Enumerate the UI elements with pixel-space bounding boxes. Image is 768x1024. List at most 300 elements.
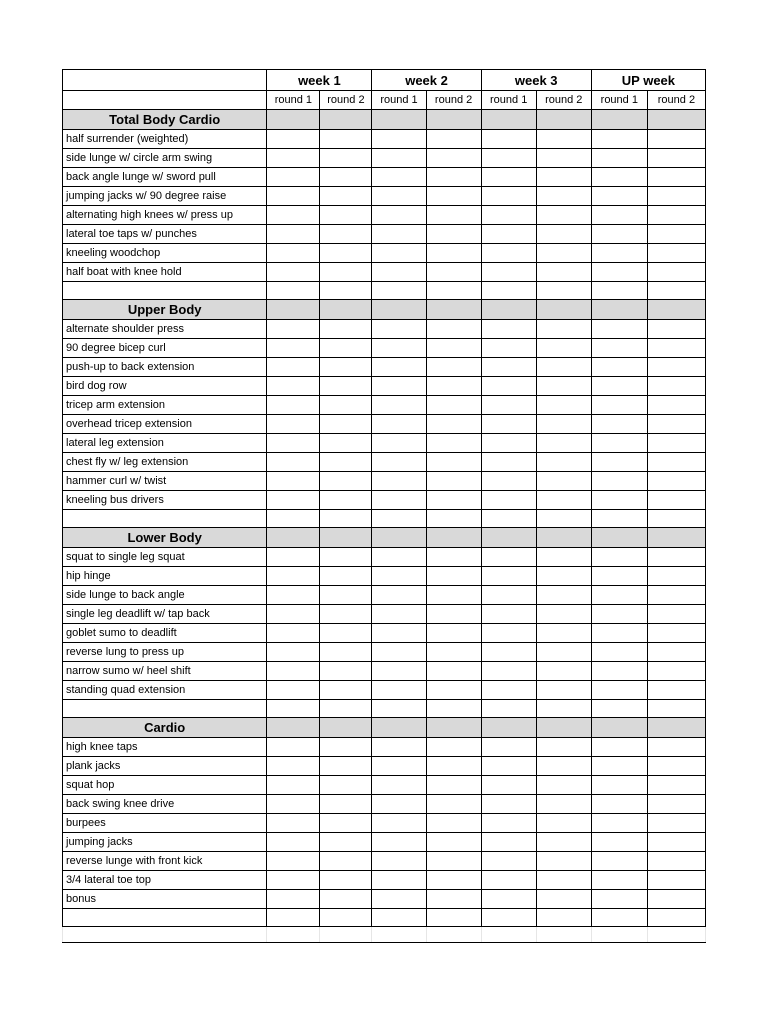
round-entry-cell[interactable] bbox=[267, 776, 320, 795]
round-entry-cell[interactable] bbox=[536, 738, 591, 757]
round-entry-cell[interactable] bbox=[267, 681, 320, 700]
blank-entry-cell[interactable] bbox=[536, 510, 591, 528]
round-entry-cell[interactable] bbox=[536, 890, 591, 909]
round-entry-cell[interactable] bbox=[320, 776, 372, 795]
round-entry-cell[interactable] bbox=[591, 491, 647, 510]
blank-entry-cell[interactable] bbox=[536, 909, 591, 927]
round-entry-cell[interactable] bbox=[481, 225, 536, 244]
round-entry-cell[interactable] bbox=[320, 320, 372, 339]
round-entry-cell[interactable] bbox=[647, 776, 705, 795]
round-entry-cell[interactable] bbox=[536, 206, 591, 225]
blank-label-cell[interactable] bbox=[63, 282, 267, 300]
round-entry-cell[interactable] bbox=[647, 434, 705, 453]
round-entry-cell[interactable] bbox=[481, 415, 536, 434]
round-entry-cell[interactable] bbox=[426, 643, 481, 662]
round-entry-cell[interactable] bbox=[481, 377, 536, 396]
round-entry-cell[interactable] bbox=[647, 149, 705, 168]
round-entry-cell[interactable] bbox=[426, 187, 481, 206]
round-entry-cell[interactable] bbox=[591, 206, 647, 225]
round-entry-cell[interactable] bbox=[647, 415, 705, 434]
round-entry-cell[interactable] bbox=[591, 358, 647, 377]
round-entry-cell[interactable] bbox=[426, 491, 481, 510]
round-entry-cell[interactable] bbox=[481, 586, 536, 605]
round-entry-cell[interactable] bbox=[372, 225, 426, 244]
round-entry-cell[interactable] bbox=[372, 206, 426, 225]
round-entry-cell[interactable] bbox=[591, 263, 647, 282]
round-entry-cell[interactable] bbox=[267, 358, 320, 377]
round-entry-cell[interactable] bbox=[426, 263, 481, 282]
blank-entry-cell[interactable] bbox=[426, 700, 481, 718]
round-entry-cell[interactable] bbox=[481, 396, 536, 415]
round-entry-cell[interactable] bbox=[481, 681, 536, 700]
blank-entry-cell[interactable] bbox=[267, 282, 320, 300]
round-entry-cell[interactable] bbox=[426, 814, 481, 833]
round-entry-cell[interactable] bbox=[267, 168, 320, 187]
round-entry-cell[interactable] bbox=[481, 738, 536, 757]
round-entry-cell[interactable] bbox=[320, 662, 372, 681]
round-entry-cell[interactable] bbox=[320, 415, 372, 434]
round-entry-cell[interactable] bbox=[591, 890, 647, 909]
round-entry-cell[interactable] bbox=[591, 738, 647, 757]
round-entry-cell[interactable] bbox=[591, 643, 647, 662]
round-entry-cell[interactable] bbox=[372, 548, 426, 567]
round-entry-cell[interactable] bbox=[320, 225, 372, 244]
round-entry-cell[interactable] bbox=[591, 149, 647, 168]
round-entry-cell[interactable] bbox=[372, 757, 426, 776]
round-entry-cell[interactable] bbox=[426, 738, 481, 757]
round-entry-cell[interactable] bbox=[267, 548, 320, 567]
round-entry-cell[interactable] bbox=[426, 890, 481, 909]
round-entry-cell[interactable] bbox=[267, 339, 320, 358]
round-entry-cell[interactable] bbox=[372, 263, 426, 282]
round-entry-cell[interactable] bbox=[320, 358, 372, 377]
blank-entry-cell[interactable] bbox=[267, 700, 320, 718]
round-entry-cell[interactable] bbox=[372, 795, 426, 814]
round-entry-cell[interactable] bbox=[536, 358, 591, 377]
round-entry-cell[interactable] bbox=[481, 187, 536, 206]
round-entry-cell[interactable] bbox=[372, 187, 426, 206]
round-entry-cell[interactable] bbox=[591, 434, 647, 453]
round-entry-cell[interactable] bbox=[481, 605, 536, 624]
round-entry-cell[interactable] bbox=[647, 206, 705, 225]
round-entry-cell[interactable] bbox=[372, 130, 426, 149]
round-entry-cell[interactable] bbox=[481, 833, 536, 852]
round-entry-cell[interactable] bbox=[372, 244, 426, 263]
round-entry-cell[interactable] bbox=[536, 795, 591, 814]
round-entry-cell[interactable] bbox=[426, 225, 481, 244]
blank-entry-cell[interactable] bbox=[320, 909, 372, 927]
round-entry-cell[interactable] bbox=[320, 206, 372, 225]
round-entry-cell[interactable] bbox=[647, 168, 705, 187]
round-entry-cell[interactable] bbox=[320, 795, 372, 814]
round-entry-cell[interactable] bbox=[320, 168, 372, 187]
round-entry-cell[interactable] bbox=[536, 453, 591, 472]
round-entry-cell[interactable] bbox=[372, 434, 426, 453]
round-entry-cell[interactable] bbox=[536, 225, 591, 244]
round-entry-cell[interactable] bbox=[267, 149, 320, 168]
round-entry-cell[interactable] bbox=[536, 396, 591, 415]
round-entry-cell[interactable] bbox=[320, 586, 372, 605]
round-entry-cell[interactable] bbox=[481, 491, 536, 510]
round-entry-cell[interactable] bbox=[647, 605, 705, 624]
round-entry-cell[interactable] bbox=[320, 833, 372, 852]
blank-label-cell[interactable] bbox=[63, 909, 267, 927]
round-entry-cell[interactable] bbox=[426, 377, 481, 396]
round-entry-cell[interactable] bbox=[267, 206, 320, 225]
round-entry-cell[interactable] bbox=[647, 814, 705, 833]
round-entry-cell[interactable] bbox=[481, 643, 536, 662]
round-entry-cell[interactable] bbox=[647, 852, 705, 871]
round-entry-cell[interactable] bbox=[426, 833, 481, 852]
round-entry-cell[interactable] bbox=[647, 244, 705, 263]
round-entry-cell[interactable] bbox=[481, 890, 536, 909]
round-entry-cell[interactable] bbox=[267, 396, 320, 415]
round-entry-cell[interactable] bbox=[536, 757, 591, 776]
round-entry-cell[interactable] bbox=[267, 263, 320, 282]
round-entry-cell[interactable] bbox=[536, 814, 591, 833]
round-entry-cell[interactable] bbox=[426, 320, 481, 339]
round-entry-cell[interactable] bbox=[536, 491, 591, 510]
round-entry-cell[interactable] bbox=[267, 643, 320, 662]
blank-entry-cell[interactable] bbox=[426, 282, 481, 300]
round-entry-cell[interactable] bbox=[267, 187, 320, 206]
round-entry-cell[interactable] bbox=[647, 396, 705, 415]
round-entry-cell[interactable] bbox=[320, 681, 372, 700]
round-entry-cell[interactable] bbox=[591, 605, 647, 624]
round-entry-cell[interactable] bbox=[591, 662, 647, 681]
round-entry-cell[interactable] bbox=[481, 358, 536, 377]
round-entry-cell[interactable] bbox=[647, 453, 705, 472]
round-entry-cell[interactable] bbox=[481, 472, 536, 491]
round-entry-cell[interactable] bbox=[647, 643, 705, 662]
round-entry-cell[interactable] bbox=[320, 852, 372, 871]
blank-entry-cell[interactable] bbox=[647, 700, 705, 718]
round-entry-cell[interactable] bbox=[536, 871, 591, 890]
round-entry-cell[interactable] bbox=[647, 225, 705, 244]
round-entry-cell[interactable] bbox=[426, 548, 481, 567]
round-entry-cell[interactable] bbox=[647, 833, 705, 852]
round-entry-cell[interactable] bbox=[372, 491, 426, 510]
round-entry-cell[interactable] bbox=[320, 434, 372, 453]
round-entry-cell[interactable] bbox=[267, 757, 320, 776]
round-entry-cell[interactable] bbox=[267, 225, 320, 244]
round-entry-cell[interactable] bbox=[267, 472, 320, 491]
round-entry-cell[interactable] bbox=[267, 738, 320, 757]
round-entry-cell[interactable] bbox=[591, 567, 647, 586]
round-entry-cell[interactable] bbox=[426, 130, 481, 149]
round-entry-cell[interactable] bbox=[481, 662, 536, 681]
round-entry-cell[interactable] bbox=[591, 757, 647, 776]
blank-entry-cell[interactable] bbox=[267, 909, 320, 927]
round-entry-cell[interactable] bbox=[591, 472, 647, 491]
round-entry-cell[interactable] bbox=[426, 871, 481, 890]
round-entry-cell[interactable] bbox=[372, 149, 426, 168]
round-entry-cell[interactable] bbox=[372, 377, 426, 396]
round-entry-cell[interactable] bbox=[481, 339, 536, 358]
round-entry-cell[interactable] bbox=[647, 586, 705, 605]
round-entry-cell[interactable] bbox=[320, 263, 372, 282]
round-entry-cell[interactable] bbox=[426, 586, 481, 605]
round-entry-cell[interactable] bbox=[536, 263, 591, 282]
round-entry-cell[interactable] bbox=[426, 244, 481, 263]
round-entry-cell[interactable] bbox=[536, 852, 591, 871]
round-entry-cell[interactable] bbox=[647, 263, 705, 282]
round-entry-cell[interactable] bbox=[267, 320, 320, 339]
round-entry-cell[interactable] bbox=[481, 206, 536, 225]
round-entry-cell[interactable] bbox=[267, 795, 320, 814]
round-entry-cell[interactable] bbox=[426, 567, 481, 586]
round-entry-cell[interactable] bbox=[267, 377, 320, 396]
round-entry-cell[interactable] bbox=[372, 168, 426, 187]
round-entry-cell[interactable] bbox=[591, 415, 647, 434]
round-entry-cell[interactable] bbox=[481, 852, 536, 871]
round-entry-cell[interactable] bbox=[591, 130, 647, 149]
round-entry-cell[interactable] bbox=[426, 206, 481, 225]
round-entry-cell[interactable] bbox=[481, 776, 536, 795]
round-entry-cell[interactable] bbox=[647, 358, 705, 377]
round-entry-cell[interactable] bbox=[267, 814, 320, 833]
round-entry-cell[interactable] bbox=[591, 339, 647, 358]
round-entry-cell[interactable] bbox=[372, 415, 426, 434]
round-entry-cell[interactable] bbox=[647, 757, 705, 776]
round-entry-cell[interactable] bbox=[647, 624, 705, 643]
round-entry-cell[interactable] bbox=[426, 415, 481, 434]
round-entry-cell[interactable] bbox=[591, 852, 647, 871]
round-entry-cell[interactable] bbox=[372, 814, 426, 833]
round-entry-cell[interactable] bbox=[320, 757, 372, 776]
round-entry-cell[interactable] bbox=[267, 567, 320, 586]
blank-label-cell[interactable] bbox=[63, 510, 267, 528]
round-entry-cell[interactable] bbox=[372, 776, 426, 795]
round-entry-cell[interactable] bbox=[320, 491, 372, 510]
round-entry-cell[interactable] bbox=[426, 434, 481, 453]
round-entry-cell[interactable] bbox=[591, 244, 647, 263]
round-entry-cell[interactable] bbox=[426, 339, 481, 358]
round-entry-cell[interactable] bbox=[372, 662, 426, 681]
blank-entry-cell[interactable] bbox=[426, 510, 481, 528]
round-entry-cell[interactable] bbox=[320, 814, 372, 833]
round-entry-cell[interactable] bbox=[320, 871, 372, 890]
round-entry-cell[interactable] bbox=[372, 738, 426, 757]
round-entry-cell[interactable] bbox=[536, 130, 591, 149]
blank-entry-cell[interactable] bbox=[372, 909, 426, 927]
round-entry-cell[interactable] bbox=[591, 187, 647, 206]
round-entry-cell[interactable] bbox=[320, 890, 372, 909]
round-entry-cell[interactable] bbox=[481, 244, 536, 263]
round-entry-cell[interactable] bbox=[372, 567, 426, 586]
round-entry-cell[interactable] bbox=[267, 491, 320, 510]
blank-entry-cell[interactable] bbox=[481, 282, 536, 300]
round-entry-cell[interactable] bbox=[481, 130, 536, 149]
round-entry-cell[interactable] bbox=[267, 244, 320, 263]
round-entry-cell[interactable] bbox=[536, 681, 591, 700]
round-entry-cell[interactable] bbox=[536, 776, 591, 795]
round-entry-cell[interactable] bbox=[426, 358, 481, 377]
round-entry-cell[interactable] bbox=[426, 624, 481, 643]
blank-entry-cell[interactable] bbox=[320, 282, 372, 300]
round-entry-cell[interactable] bbox=[320, 548, 372, 567]
round-entry-cell[interactable] bbox=[591, 453, 647, 472]
round-entry-cell[interactable] bbox=[267, 434, 320, 453]
round-entry-cell[interactable] bbox=[372, 472, 426, 491]
round-entry-cell[interactable] bbox=[267, 415, 320, 434]
round-entry-cell[interactable] bbox=[591, 548, 647, 567]
blank-entry-cell[interactable] bbox=[647, 909, 705, 927]
round-entry-cell[interactable] bbox=[481, 263, 536, 282]
round-entry-cell[interactable] bbox=[320, 453, 372, 472]
round-entry-cell[interactable] bbox=[591, 871, 647, 890]
round-entry-cell[interactable] bbox=[372, 624, 426, 643]
round-entry-cell[interactable] bbox=[426, 795, 481, 814]
round-entry-cell[interactable] bbox=[647, 491, 705, 510]
round-entry-cell[interactable] bbox=[536, 377, 591, 396]
round-entry-cell[interactable] bbox=[591, 377, 647, 396]
round-entry-cell[interactable] bbox=[372, 871, 426, 890]
round-entry-cell[interactable] bbox=[372, 396, 426, 415]
blank-entry-cell[interactable] bbox=[372, 700, 426, 718]
round-entry-cell[interactable] bbox=[591, 320, 647, 339]
round-entry-cell[interactable] bbox=[426, 168, 481, 187]
round-entry-cell[interactable] bbox=[426, 852, 481, 871]
round-entry-cell[interactable] bbox=[267, 605, 320, 624]
round-entry-cell[interactable] bbox=[591, 225, 647, 244]
round-entry-cell[interactable] bbox=[647, 681, 705, 700]
round-entry-cell[interactable] bbox=[591, 776, 647, 795]
round-entry-cell[interactable] bbox=[320, 377, 372, 396]
round-entry-cell[interactable] bbox=[481, 871, 536, 890]
round-entry-cell[interactable] bbox=[536, 567, 591, 586]
round-entry-cell[interactable] bbox=[426, 776, 481, 795]
round-entry-cell[interactable] bbox=[591, 396, 647, 415]
round-entry-cell[interactable] bbox=[372, 852, 426, 871]
round-entry-cell[interactable] bbox=[267, 871, 320, 890]
round-entry-cell[interactable] bbox=[591, 833, 647, 852]
blank-entry-cell[interactable] bbox=[481, 510, 536, 528]
blank-entry-cell[interactable] bbox=[481, 909, 536, 927]
round-entry-cell[interactable] bbox=[372, 586, 426, 605]
round-entry-cell[interactable] bbox=[536, 662, 591, 681]
round-entry-cell[interactable] bbox=[481, 624, 536, 643]
round-entry-cell[interactable] bbox=[536, 643, 591, 662]
round-entry-cell[interactable] bbox=[320, 738, 372, 757]
blank-label-cell[interactable] bbox=[63, 700, 267, 718]
round-entry-cell[interactable] bbox=[536, 187, 591, 206]
round-entry-cell[interactable] bbox=[591, 681, 647, 700]
round-entry-cell[interactable] bbox=[426, 605, 481, 624]
round-entry-cell[interactable] bbox=[591, 814, 647, 833]
round-entry-cell[interactable] bbox=[372, 833, 426, 852]
blank-entry-cell[interactable] bbox=[536, 282, 591, 300]
round-entry-cell[interactable] bbox=[267, 662, 320, 681]
round-entry-cell[interactable] bbox=[372, 339, 426, 358]
blank-entry-cell[interactable] bbox=[647, 282, 705, 300]
round-entry-cell[interactable] bbox=[647, 187, 705, 206]
round-entry-cell[interactable] bbox=[536, 339, 591, 358]
round-entry-cell[interactable] bbox=[647, 567, 705, 586]
round-entry-cell[interactable] bbox=[647, 662, 705, 681]
round-entry-cell[interactable] bbox=[426, 757, 481, 776]
round-entry-cell[interactable] bbox=[481, 795, 536, 814]
round-entry-cell[interactable] bbox=[647, 890, 705, 909]
round-entry-cell[interactable] bbox=[320, 567, 372, 586]
round-entry-cell[interactable] bbox=[647, 795, 705, 814]
round-entry-cell[interactable] bbox=[536, 548, 591, 567]
round-entry-cell[interactable] bbox=[536, 605, 591, 624]
round-entry-cell[interactable] bbox=[536, 320, 591, 339]
round-entry-cell[interactable] bbox=[372, 643, 426, 662]
blank-entry-cell[interactable] bbox=[647, 510, 705, 528]
round-entry-cell[interactable] bbox=[267, 624, 320, 643]
round-entry-cell[interactable] bbox=[647, 339, 705, 358]
round-entry-cell[interactable] bbox=[267, 130, 320, 149]
round-entry-cell[interactable] bbox=[536, 149, 591, 168]
round-entry-cell[interactable] bbox=[372, 453, 426, 472]
round-entry-cell[interactable] bbox=[536, 434, 591, 453]
round-entry-cell[interactable] bbox=[591, 168, 647, 187]
round-entry-cell[interactable] bbox=[320, 149, 372, 168]
round-entry-cell[interactable] bbox=[647, 377, 705, 396]
round-entry-cell[interactable] bbox=[372, 890, 426, 909]
round-entry-cell[interactable] bbox=[591, 795, 647, 814]
round-entry-cell[interactable] bbox=[320, 244, 372, 263]
round-entry-cell[interactable] bbox=[647, 738, 705, 757]
round-entry-cell[interactable] bbox=[591, 624, 647, 643]
round-entry-cell[interactable] bbox=[647, 548, 705, 567]
round-entry-cell[interactable] bbox=[320, 605, 372, 624]
round-entry-cell[interactable] bbox=[426, 472, 481, 491]
round-entry-cell[interactable] bbox=[372, 320, 426, 339]
round-entry-cell[interactable] bbox=[536, 244, 591, 263]
round-entry-cell[interactable] bbox=[481, 434, 536, 453]
round-entry-cell[interactable] bbox=[320, 396, 372, 415]
round-entry-cell[interactable] bbox=[372, 358, 426, 377]
round-entry-cell[interactable] bbox=[267, 586, 320, 605]
blank-entry-cell[interactable] bbox=[481, 700, 536, 718]
round-entry-cell[interactable] bbox=[536, 833, 591, 852]
round-entry-cell[interactable] bbox=[267, 852, 320, 871]
blank-entry-cell[interactable] bbox=[591, 510, 647, 528]
blank-entry-cell[interactable] bbox=[372, 282, 426, 300]
round-entry-cell[interactable] bbox=[320, 187, 372, 206]
blank-entry-cell[interactable] bbox=[426, 909, 481, 927]
round-entry-cell[interactable] bbox=[647, 320, 705, 339]
round-entry-cell[interactable] bbox=[536, 415, 591, 434]
blank-entry-cell[interactable] bbox=[591, 909, 647, 927]
round-entry-cell[interactable] bbox=[267, 453, 320, 472]
round-entry-cell[interactable] bbox=[481, 567, 536, 586]
round-entry-cell[interactable] bbox=[536, 624, 591, 643]
round-entry-cell[interactable] bbox=[320, 643, 372, 662]
round-entry-cell[interactable] bbox=[372, 605, 426, 624]
blank-entry-cell[interactable] bbox=[320, 700, 372, 718]
round-entry-cell[interactable] bbox=[481, 168, 536, 187]
round-entry-cell[interactable] bbox=[320, 472, 372, 491]
blank-entry-cell[interactable] bbox=[267, 510, 320, 528]
blank-entry-cell[interactable] bbox=[591, 700, 647, 718]
blank-entry-cell[interactable] bbox=[320, 510, 372, 528]
blank-entry-cell[interactable] bbox=[372, 510, 426, 528]
round-entry-cell[interactable] bbox=[426, 453, 481, 472]
round-entry-cell[interactable] bbox=[426, 149, 481, 168]
round-entry-cell[interactable] bbox=[647, 871, 705, 890]
round-entry-cell[interactable] bbox=[320, 130, 372, 149]
round-entry-cell[interactable] bbox=[267, 890, 320, 909]
round-entry-cell[interactable] bbox=[481, 320, 536, 339]
round-entry-cell[interactable] bbox=[481, 814, 536, 833]
round-entry-cell[interactable] bbox=[481, 548, 536, 567]
round-entry-cell[interactable] bbox=[267, 833, 320, 852]
round-entry-cell[interactable] bbox=[426, 396, 481, 415]
